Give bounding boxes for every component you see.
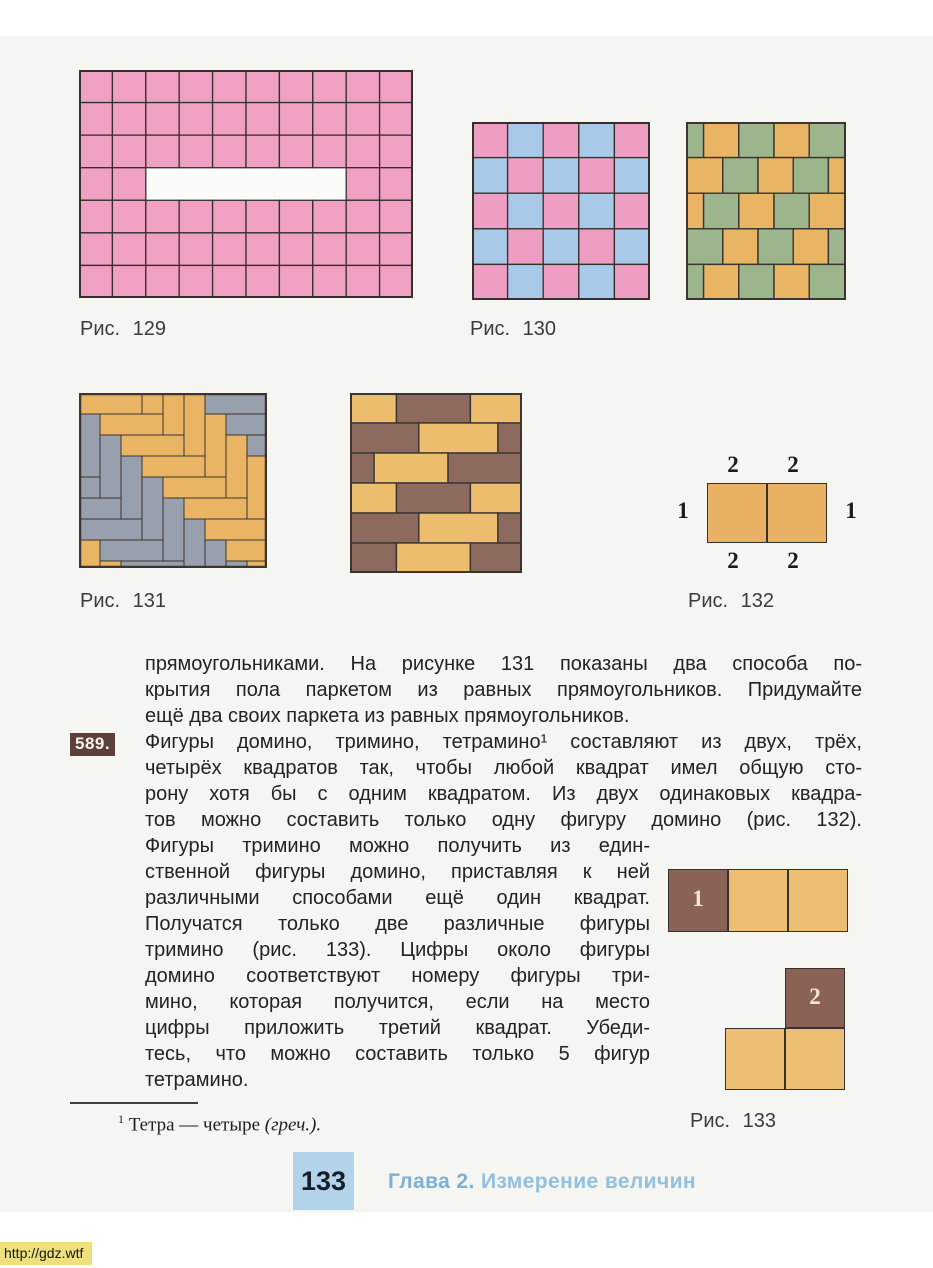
figure-130-offset-squares (686, 122, 846, 300)
chapter-heading (388, 1170, 696, 1194)
text-line: различными способами ещё один квадрат. (145, 887, 650, 909)
text-line: тов можно составить только одну фигуру домино (рис. 132). (145, 809, 862, 831)
caption-fig133: Рис. 133 (690, 1110, 776, 1132)
text-line: ещё два своих паркета из равных прямоугольников. (145, 705, 630, 727)
figure-131-herringbone-parquet (79, 393, 267, 568)
page-number-box: 133 (293, 1152, 354, 1210)
text-line: Фигуры тримино можно получить из един- (145, 835, 650, 857)
text-line: цифры приложить третий квадрат. Убеди- (145, 1017, 650, 1039)
tromino-2-label: 2 (809, 984, 821, 1009)
figure-129-pink-grid-with-hole (79, 70, 413, 298)
domino-number-top-left: 2 (727, 452, 739, 477)
figure-130-checkerboard (472, 122, 650, 300)
footnote-text: Тетра — четыре (124, 1114, 265, 1136)
domino-square (767, 483, 827, 543)
tromino-orange-square (788, 869, 848, 932)
footnote (118, 1112, 321, 1136)
domino-number-top-right: 2 (787, 452, 799, 477)
figure-133-tromino-l-shape (725, 968, 847, 1090)
text-line: тесь, что можно составить только 5 фигур (145, 1043, 650, 1065)
domino-number-bottom-left: 2 (727, 548, 739, 573)
text-line: Фигуры домино, тримино, тетрамино¹ составляют из двух, трёх, (145, 731, 862, 753)
tromino-orange-square (725, 1028, 785, 1090)
problem-number-badge: 589. (70, 733, 115, 756)
caption-fig129: Рис. 129 (80, 318, 166, 340)
watermark-url: http://gdz.wtf (0, 1242, 92, 1265)
footnote-divider (70, 1102, 198, 1104)
tromino-1-label: 1 (692, 886, 704, 911)
footnote-marker: 1 (118, 1112, 124, 1126)
figure-131-brick-parquet (350, 393, 522, 573)
tromino-orange-square (785, 1028, 845, 1090)
figure-132-domino (665, 448, 875, 583)
caption-fig131: Рис. 131 (80, 590, 166, 612)
text-line: мино, которая получится, если на место (145, 991, 650, 1013)
text-line: четырёх квадратов так, чтобы любой квадрат имел общую сто- (145, 757, 862, 779)
tromino-orange-square (728, 869, 788, 932)
text-line: рону хотя бы с одним квадратом. Из двух одинаковых квадра- (145, 783, 862, 805)
text-line: тетрамино. (145, 1069, 249, 1091)
domino-square (707, 483, 767, 543)
text-line: Получатся только две различные фигуры (145, 913, 650, 935)
caption-fig130: Рис. 130 (470, 318, 556, 340)
problem-589-text-narrow (145, 833, 650, 1093)
text-line: ственной фигуры домино, приставляя к ней (145, 861, 650, 883)
text-line: домино соответствуют номеру фигуры три- (145, 965, 650, 987)
text-line: прямоугольниками. На рисунке 131 показаны два способа по- (145, 653, 862, 675)
text-line: крытия пола паркетом из равных прямоугольников. Придумайте (145, 679, 862, 701)
text-line: тримино (рис. 133). Цифры около фигуры (145, 939, 650, 961)
domino-number-bottom-right: 2 (787, 548, 799, 573)
domino-number-left: 1 (677, 498, 689, 523)
paragraph-parquet-intro (145, 651, 862, 729)
figure-133-tromino-straight (668, 869, 848, 932)
footnote-italic: (греч.). (264, 1114, 322, 1136)
problem-589-text-wide (145, 729, 862, 833)
caption-fig132: Рис. 132 (688, 590, 774, 612)
chapter-number: Глава 2. (388, 1170, 475, 1193)
domino-number-right: 1 (845, 498, 857, 523)
chapter-title: Измерение величин (474, 1170, 696, 1193)
